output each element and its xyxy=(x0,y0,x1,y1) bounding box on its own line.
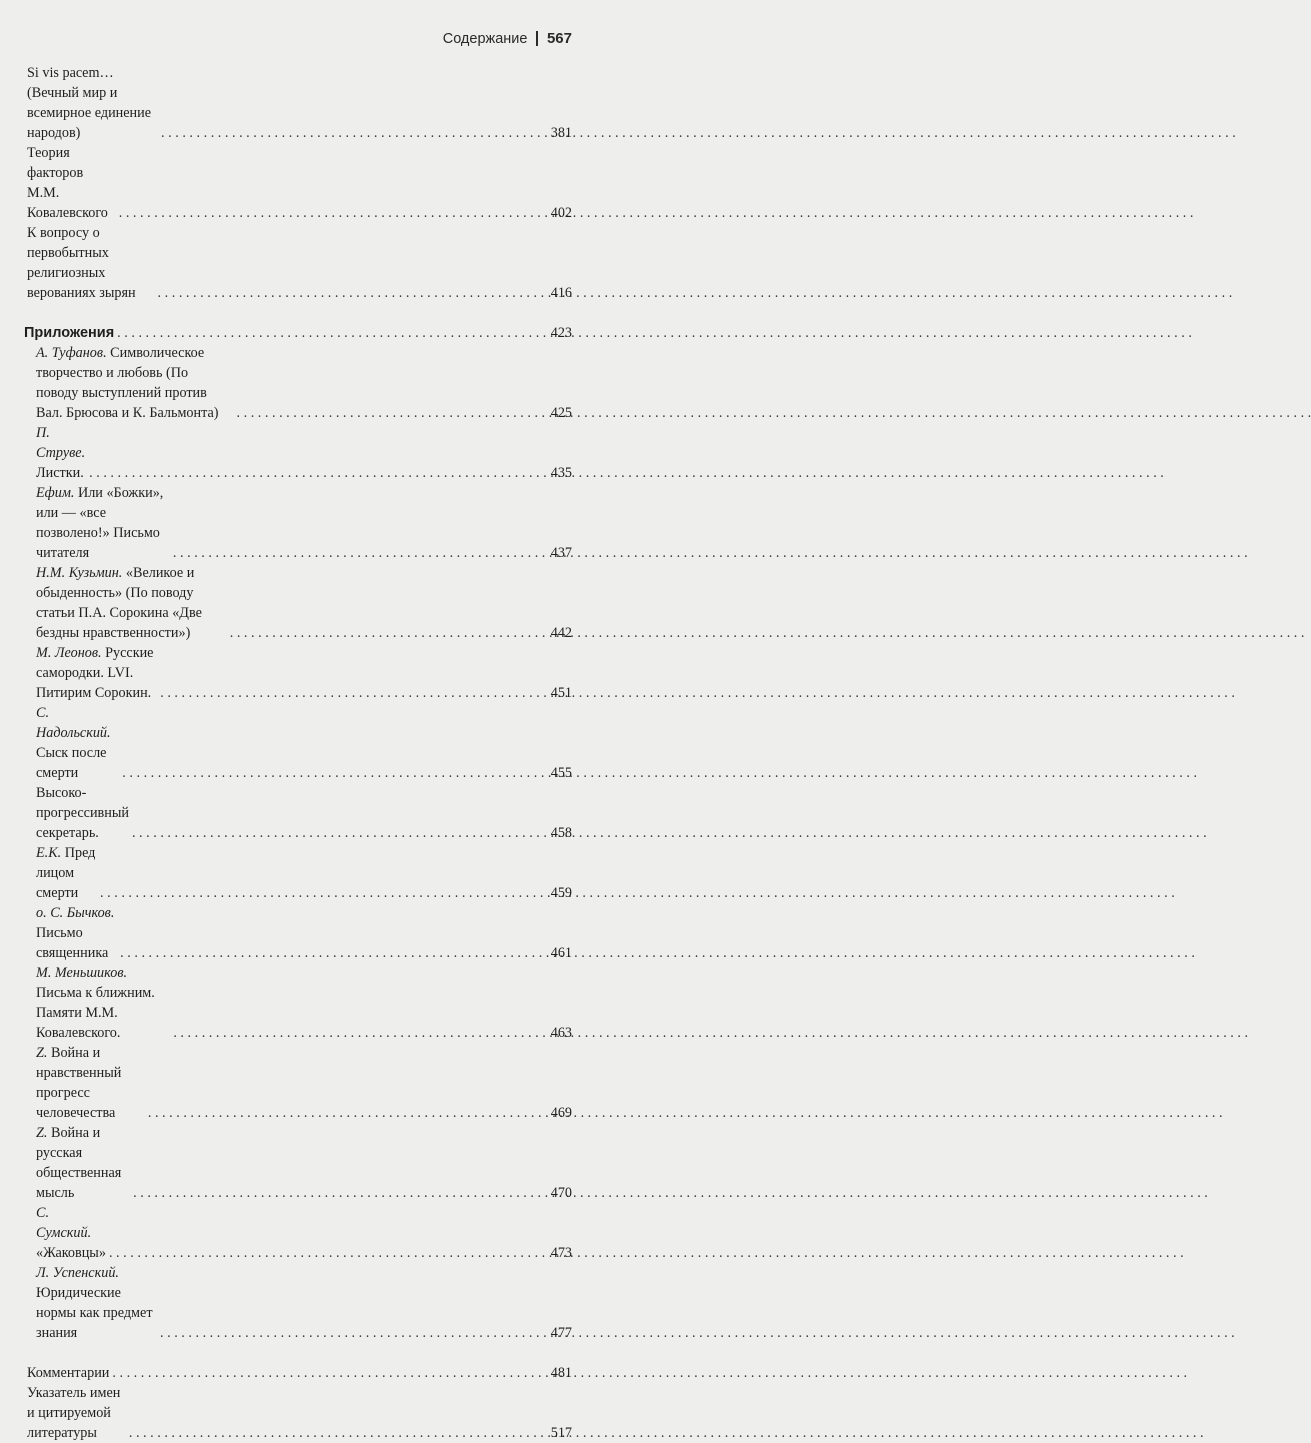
toc-entry xyxy=(24,843,572,903)
entry-page: 473 xyxy=(550,1245,572,1261)
book-page xyxy=(0,0,608,1441)
section-title: Приложения xyxy=(24,325,115,341)
entry-title: Листки. xyxy=(36,465,84,481)
toc-entry-page: 381 xyxy=(550,125,572,141)
toc-entry-page: 416 xyxy=(550,285,572,301)
leader-dots xyxy=(109,1363,546,1383)
toc-entry xyxy=(24,643,572,703)
entry-author: Н.М. Кузьмин. xyxy=(36,565,123,581)
entry-title: Сыск после смерти xyxy=(36,745,107,781)
entry-page: 459 xyxy=(550,885,572,901)
entry-page: 470 xyxy=(550,1185,572,1201)
toc-entry xyxy=(24,963,572,1043)
toc-entry-page: 402 xyxy=(550,205,572,221)
entry-page: 463 xyxy=(550,1025,572,1041)
toc-entry-page: 481 xyxy=(550,1365,572,1381)
toc-entry xyxy=(24,63,572,143)
entry-author: А. Туфанов. xyxy=(36,345,107,361)
entry-title: Русские самородки. LVI. Питирим Сорокин. xyxy=(36,645,154,701)
entry-page: 437 xyxy=(550,545,572,561)
entry-title: Письмо священника xyxy=(36,925,109,961)
entry-page: 458 xyxy=(550,825,572,841)
entry-title: Пред лицом смерти xyxy=(36,845,96,901)
running-head-divider xyxy=(536,31,538,46)
entry-title: Война и русская общественная мысль xyxy=(36,1125,122,1201)
leader-dots xyxy=(145,1103,547,1123)
leader-dots xyxy=(97,883,547,903)
entry-page: 435 xyxy=(550,465,572,481)
toc-entry xyxy=(24,1383,572,1443)
entry-title: Или «Божки», или — «все позволено!» Письмо читателя xyxy=(36,485,164,561)
toc-entry-title: Si vis pacem… (Вечный мир и всемирное единение народов) xyxy=(27,65,152,141)
leader-dots xyxy=(116,203,547,223)
leader-dots xyxy=(155,283,547,303)
leader-dots xyxy=(129,823,547,843)
leader-dots xyxy=(119,763,546,783)
toc-entry xyxy=(24,343,572,423)
entry-author: М. Леонов. xyxy=(36,645,102,661)
toc-entry xyxy=(24,563,572,643)
toc-entry xyxy=(24,703,572,783)
leader-dots xyxy=(157,1323,547,1343)
toc-entry xyxy=(24,223,572,303)
toc-entry xyxy=(24,903,572,963)
toc-entry xyxy=(24,783,572,843)
entry-title: «Жаковцы» xyxy=(36,1245,106,1261)
toc-entry-title: Комментарии xyxy=(27,1365,110,1381)
leader-dots xyxy=(106,1243,547,1263)
entry-title: Юридические нормы как предмет знания xyxy=(36,1285,153,1341)
entry-page: 455 xyxy=(550,765,572,781)
toc-entry-page: 517 xyxy=(550,1425,572,1441)
toc-section-appendix xyxy=(24,323,572,343)
leader-dots xyxy=(130,1183,547,1203)
entry-author: Ефим. xyxy=(36,485,75,501)
entry-author: С. Надольский. xyxy=(36,705,111,741)
entry-title: «Великое и обыденность» (По поводу статьи П.А. Сорокина «Две бездны нравственности») xyxy=(36,565,202,641)
entry-title: Высоко-прогрессивный секретарь. xyxy=(36,785,129,841)
entry-author: С. Сумский. xyxy=(36,1205,92,1241)
leader-dots xyxy=(117,943,547,963)
entry-title: Война и нравственный прогресс человечества xyxy=(36,1045,122,1121)
toc-entry xyxy=(24,1363,572,1383)
toc-entry xyxy=(24,1123,572,1203)
leader-dots xyxy=(126,1423,547,1443)
leader-dots xyxy=(170,543,547,563)
toc-entry xyxy=(24,1263,572,1343)
toc-entry-title: Теория факторов М.М. Ковалевского xyxy=(27,145,108,221)
entry-author: П. Струве. xyxy=(36,425,86,461)
toc-entry-title: Указатель имен и цитируемой литературы xyxy=(27,1385,121,1441)
toc-entry xyxy=(24,423,572,483)
entry-page: 425 xyxy=(550,405,572,421)
leader-dots xyxy=(158,123,547,143)
entry-author: Z. xyxy=(36,1045,48,1061)
entry-page: 469 xyxy=(550,1105,572,1121)
leader-dots xyxy=(170,1023,546,1043)
entry-author: Z. xyxy=(36,1125,48,1141)
section-page: 423 xyxy=(550,325,572,341)
leader-dots xyxy=(157,683,547,703)
entry-page: 477 xyxy=(550,1325,572,1341)
entry-author: Е.К. xyxy=(36,845,62,861)
entry-author: М. Меньшиков. xyxy=(36,965,128,981)
entry-title: Символическое творчество и любовь (По поводу выступлений против Вал. Брюсова и К. Бальмонта) xyxy=(36,345,219,421)
toc-entry xyxy=(24,1043,572,1123)
running-head xyxy=(443,30,572,47)
toc-entry xyxy=(24,143,572,223)
entry-page: 451 xyxy=(550,685,572,701)
entry-page: 442 xyxy=(550,625,572,641)
toc-entry-title: К вопросу о первобытных религиозных верованиях зырян xyxy=(27,225,136,301)
entry-author: о. С. Бычков. xyxy=(36,905,115,921)
toc-entry xyxy=(24,483,572,563)
leader-dots xyxy=(114,323,547,343)
entry-author: Л. Успенский. xyxy=(36,1265,119,1281)
leader-dots xyxy=(86,463,547,483)
leader-dots xyxy=(234,403,547,423)
running-head-page-number: 567 xyxy=(546,30,572,47)
table-of-contents xyxy=(24,63,572,1443)
entry-title: Письма к ближним. Памяти М.М. Ковалевского. xyxy=(36,985,155,1041)
toc-entry xyxy=(24,1203,572,1263)
running-head-section: Содержание xyxy=(442,30,528,47)
leader-dots xyxy=(227,623,547,643)
entry-page: 461 xyxy=(550,945,572,961)
